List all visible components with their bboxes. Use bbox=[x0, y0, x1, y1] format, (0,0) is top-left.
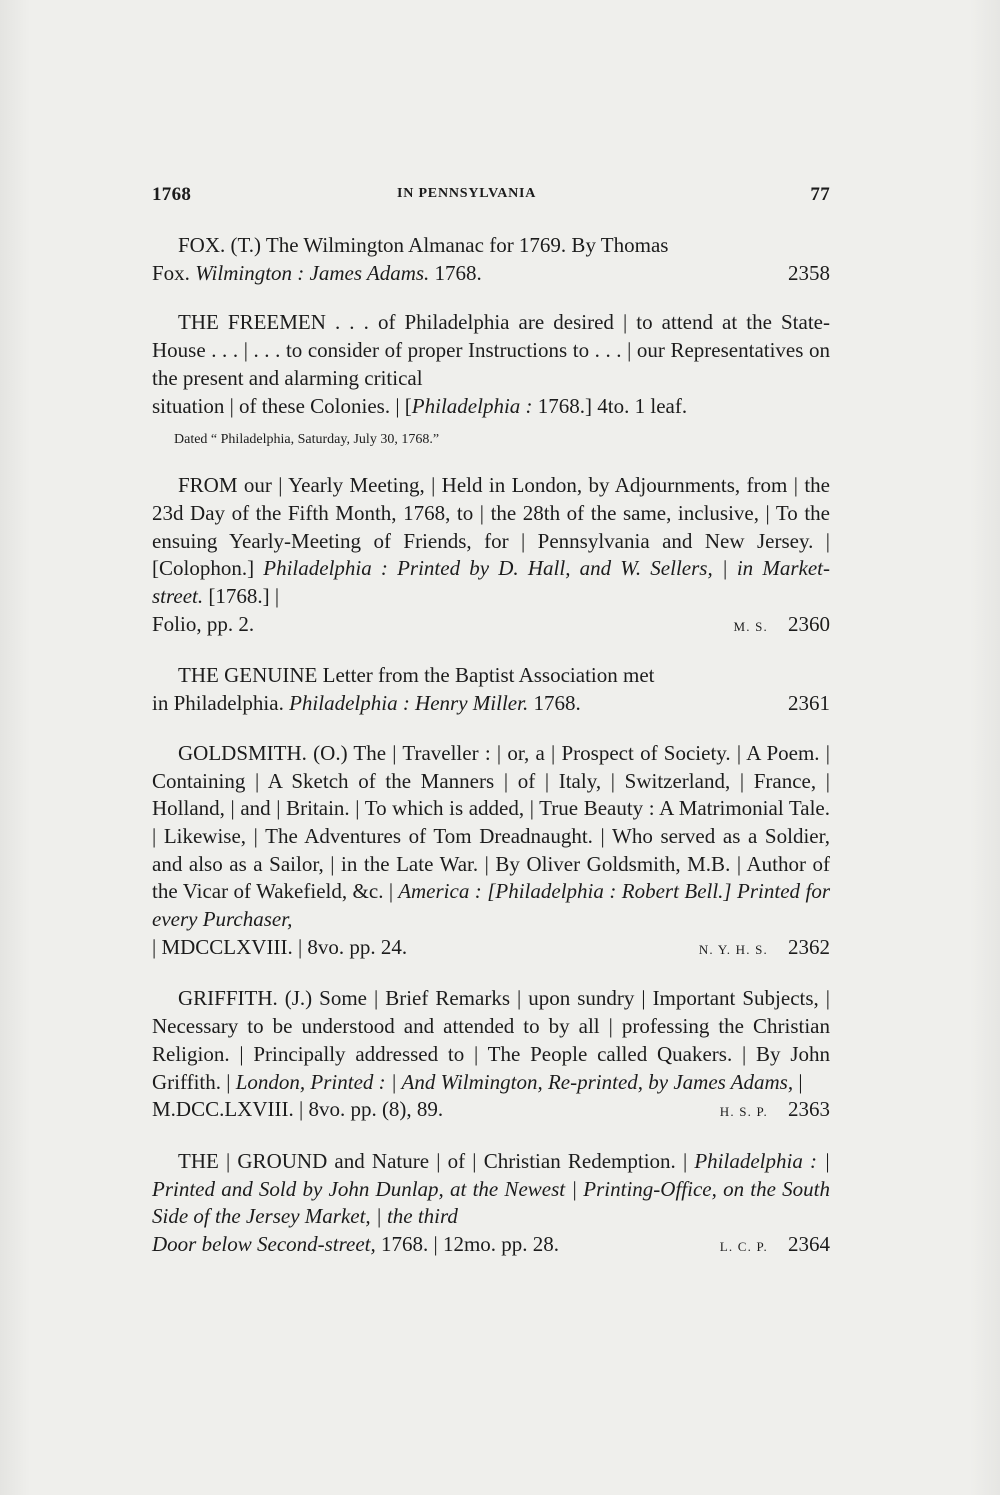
page-number: 77 bbox=[810, 184, 830, 205]
imprint-after: 1768.] 4to. 1 leaf. bbox=[532, 393, 688, 418]
entry-2364 bbox=[152, 1148, 830, 1261]
entry-tail bbox=[152, 260, 830, 288]
entry-imprint bbox=[152, 690, 581, 718]
entry-number: 2362 bbox=[788, 934, 830, 959]
entry-ref bbox=[696, 1231, 830, 1261]
imprint-text: | MDCCLXVIII. | 8vo. pp. 24. bbox=[152, 934, 408, 959]
entry-text bbox=[152, 662, 830, 690]
location-code: N. Y. H. S. bbox=[698, 941, 768, 957]
imprint-after: 1768. | 12mo. pp. 28. bbox=[375, 1232, 560, 1257]
entry-text bbox=[152, 985, 830, 1096]
bibliography-entries bbox=[152, 232, 830, 1283]
entry-main-text: THE FREEMEN . . . of Philadelphia are desired | to attend at the State-House . . . | . . . to consider of proper Instructions to . . . | our Representatives on the present and alarming critical bbox=[152, 310, 830, 390]
entry-note: Dated “ Philadelphia, Saturday, July 30, 1768.” bbox=[174, 432, 440, 448]
entry-tail bbox=[152, 690, 830, 718]
entry-number: 2364 bbox=[788, 1232, 830, 1257]
entry-tail bbox=[152, 1231, 830, 1261]
entry-tail bbox=[152, 611, 830, 641]
imprint-text: M.DCC.LXVIII. | 8vo. pp. (8), 89. bbox=[152, 1097, 444, 1122]
entry-number: 2363 bbox=[788, 1097, 830, 1122]
entry-text bbox=[152, 1148, 830, 1231]
entry-ref bbox=[696, 1096, 830, 1126]
entry-after-text: [1768.] | bbox=[203, 584, 280, 609]
imprint-italic: Philadelphia : Henry Miller. bbox=[289, 691, 529, 716]
entry-imprint bbox=[152, 260, 482, 288]
imprint-after: 1768. bbox=[528, 691, 581, 716]
entry-2363 bbox=[152, 985, 830, 1126]
running-title: IN PENNSYLVANIA bbox=[397, 186, 537, 201]
entry-text bbox=[152, 309, 830, 392]
entry-main-text: GRIFFITH. (J.) Some | Brief Remarks | upon sundry | Important Subjects, | Necessary to be understood and attended to by all | professing the Christian Religion. | Principally addressed to | The People called Quakers. | By John Griffith. | bbox=[152, 986, 830, 1094]
entry-2361 bbox=[152, 662, 830, 717]
entry-number: 2360 bbox=[788, 611, 830, 636]
imprint-after: 1768. bbox=[429, 260, 482, 285]
imprint-text: Folio, pp. 2. bbox=[152, 611, 255, 636]
location-code: L. C. P. bbox=[719, 1239, 768, 1255]
location-code: H. S. P. bbox=[719, 1104, 768, 1120]
entry-main-text: FOX. (T.) The Wilmington Almanac for 1769. By Thomas bbox=[178, 233, 669, 257]
entry-after-text: | bbox=[793, 1069, 803, 1094]
entry-main-text: GOLDSMITH. (O.) The | Traveller : | or, a | Prospect of Society. | A Poem. | Containing | A Sketch of the Manners | of | Italy, | Switzerland, | France, | Holland, | and | Britain. | To which is added, | True Beauty : A Matrimonial Tale. | Likewise, | The Adventures of Tom Dreadnaught. | Who served as a Soldier, and also as a Sailor, | in the Late War. | By Oliver Goldsmith, M.B. | Author of the Vicar of Wakefield, &c. | bbox=[152, 740, 830, 904]
entry-imprint bbox=[152, 393, 687, 421]
entry-ref bbox=[675, 934, 830, 964]
imprint-text: Fox. bbox=[152, 260, 196, 285]
entry-italic-text: Philadelphia : | Printed and Sold by John Dunlap, at the Newest | Printing-Office, on the South Side of the Jersey Market, | the third bbox=[152, 1148, 830, 1229]
entry-ref bbox=[709, 611, 830, 641]
entry-tail bbox=[152, 393, 830, 421]
entry-text bbox=[152, 740, 830, 934]
entry-2362 bbox=[152, 740, 830, 964]
entry-main-text: THE GENUINE Letter from the Baptist Association met bbox=[178, 663, 655, 688]
entry-text bbox=[152, 232, 830, 260]
location-code: M. S. bbox=[733, 618, 768, 634]
imprint-text: in Philadelphia. bbox=[152, 691, 290, 716]
imprint-italic: Philadelphia : bbox=[411, 393, 533, 418]
entry-freemen bbox=[152, 309, 830, 420]
entry-number: 2361 bbox=[788, 691, 830, 716]
entry-number: 2358 bbox=[788, 260, 830, 285]
entry-main-text: THE | GROUND and Nature | of | Christian Redemption. | bbox=[178, 1148, 688, 1173]
entry-italic-text: London, Printed : | And Wilmington, Re-printed, by James Adams, bbox=[230, 1069, 794, 1094]
imprint-italic: Door below Second-street, bbox=[152, 1232, 376, 1257]
entry-tail bbox=[152, 1096, 830, 1126]
entry-tail bbox=[152, 934, 830, 964]
entry-2358 bbox=[152, 232, 830, 287]
entry-imprint bbox=[152, 1231, 559, 1259]
imprint-italic: Wilmington : James Adams. bbox=[195, 260, 430, 285]
entry-italic-text: America : [Philadelphia : Robert Bell.] Printed for every Purchaser, bbox=[152, 879, 830, 932]
entry-italic-text: Philadelphia : Printed by D. Hall, and W. Sellers, | in Market-street. bbox=[152, 556, 830, 609]
entry-main-text: FROM our | Yearly Meeting, | Held in London, by Adjournments, from | the 23d Day of the Fifth Month, 1768, to | the 28th of the same, inclusive, | To the ensuing Yearly-Meeting of Friends, for | Pennsylvania and New Jersey. | [Colophon.] bbox=[152, 473, 830, 581]
header-year: 1768 bbox=[152, 184, 192, 205]
entry-2360 bbox=[152, 472, 830, 640]
entry-text bbox=[152, 472, 830, 611]
imprint-text: situation | of these Colonies. | [ bbox=[152, 393, 412, 418]
